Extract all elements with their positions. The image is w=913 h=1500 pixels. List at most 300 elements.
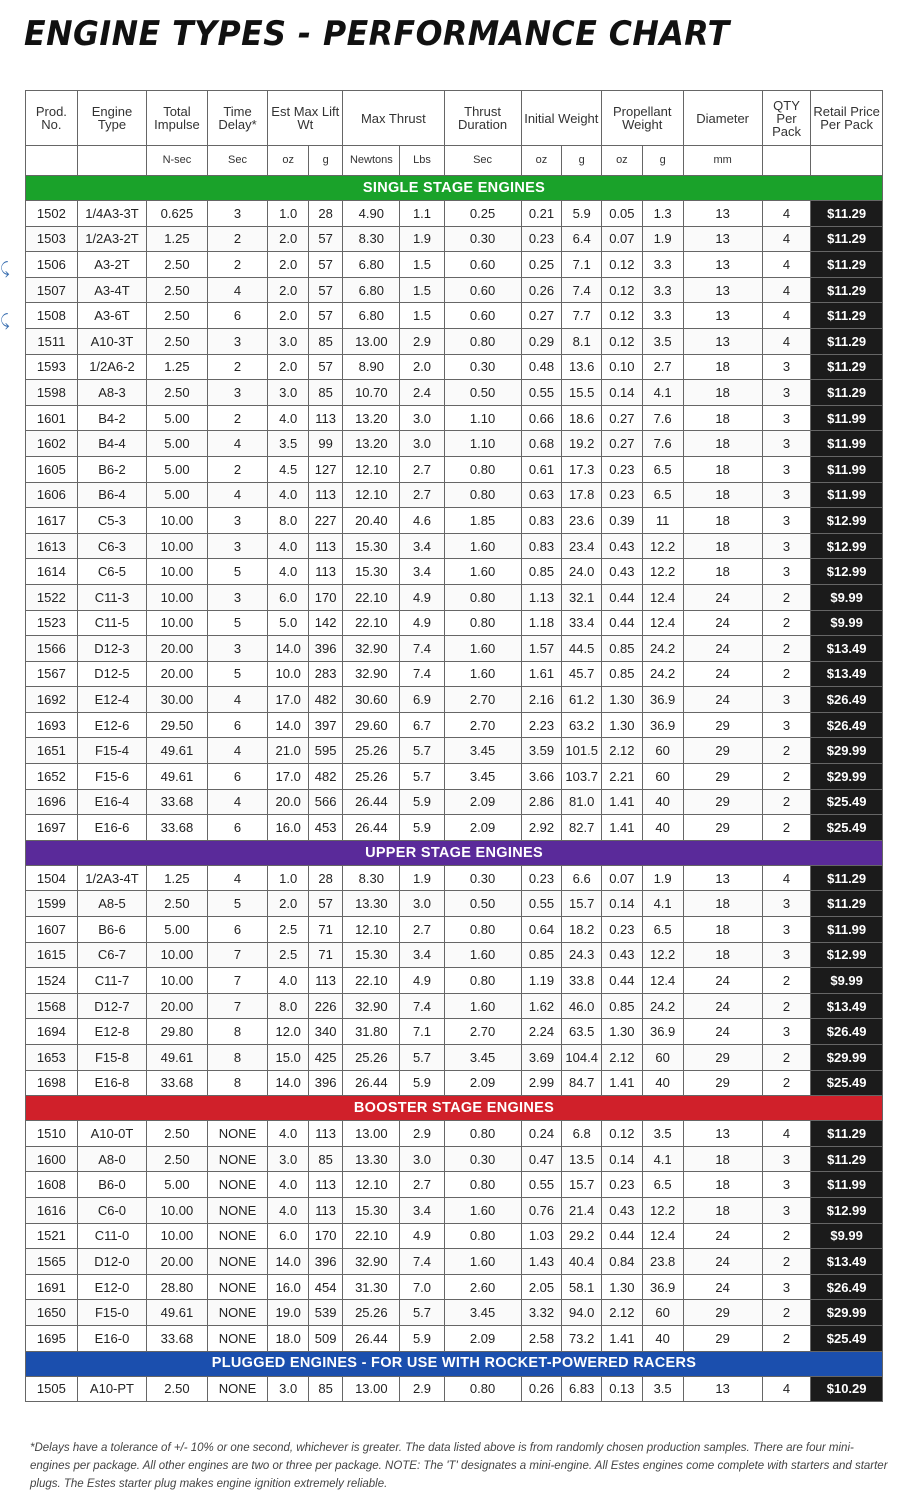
- table-cell: 1615: [26, 942, 78, 968]
- table-cell: 13.00: [343, 328, 400, 354]
- table-cell: 4: [762, 865, 810, 891]
- table-cell: NONE: [207, 1172, 268, 1198]
- table-cell: 3: [762, 431, 810, 457]
- table-cell: 6.5: [642, 456, 683, 482]
- table-cell: 1599: [26, 891, 78, 917]
- table-cell: 11: [642, 508, 683, 534]
- table-cell: 7: [207, 993, 268, 1019]
- table-cell: 1504: [26, 865, 78, 891]
- price-cell: $12.99: [811, 1197, 883, 1223]
- table-cell: 0.30: [444, 865, 521, 891]
- table-cell: 17.0: [268, 764, 309, 790]
- table-cell: 1.30: [602, 1274, 643, 1300]
- edge-arrow-icon: ⤹: [0, 261, 10, 278]
- table-cell: 3: [762, 1172, 810, 1198]
- table-row: [26, 1325, 883, 1351]
- table-cell: 6.9: [400, 687, 444, 713]
- table-cell: 18: [683, 1197, 762, 1223]
- table-cell: 0.85: [521, 942, 562, 968]
- price-cell: $11.29: [811, 380, 883, 406]
- table-row: [26, 1197, 883, 1223]
- header-diameter: Diameter: [683, 91, 762, 146]
- price-cell: $11.29: [811, 865, 883, 891]
- unit-cell: g: [642, 146, 683, 176]
- table-cell: 18.2: [562, 917, 602, 943]
- table-cell: 12.2: [642, 533, 683, 559]
- table-cell: 6.0: [268, 584, 309, 610]
- table-cell: 4.9: [400, 968, 444, 994]
- table-cell: 16.0: [268, 1274, 309, 1300]
- table-cell: 4.0: [268, 1121, 309, 1147]
- table-cell: 0.30: [444, 226, 521, 252]
- table-cell: 23.6: [562, 508, 602, 534]
- table-cell: 0.44: [602, 610, 643, 636]
- table-cell: 18: [683, 405, 762, 431]
- table-cell: 0.23: [602, 482, 643, 508]
- table-cell: 10.00: [147, 610, 208, 636]
- table-cell: 2.50: [147, 328, 208, 354]
- table-cell: 14.0: [268, 1070, 309, 1096]
- price-cell: $11.29: [811, 354, 883, 380]
- table-cell: 7.6: [642, 405, 683, 431]
- table-cell: 2.50: [147, 1376, 208, 1402]
- table-body: [26, 176, 883, 1402]
- table-cell: B6-6: [77, 917, 146, 943]
- price-cell: $11.99: [811, 456, 883, 482]
- table-cell: 12.4: [642, 584, 683, 610]
- table-cell: 4.0: [268, 559, 309, 585]
- table-cell: 3.5: [642, 1376, 683, 1402]
- table-cell: 5: [207, 661, 268, 687]
- table-cell: 170: [309, 1223, 343, 1249]
- table-cell: 29: [683, 815, 762, 841]
- price-cell: $10.29: [811, 1376, 883, 1402]
- table-cell: 2.24: [521, 1019, 562, 1045]
- table-cell: 36.9: [642, 1019, 683, 1045]
- table-cell: 22.10: [343, 1223, 400, 1249]
- table-cell: 0.07: [602, 865, 643, 891]
- table-cell: 29: [683, 738, 762, 764]
- table-cell: 24.2: [642, 636, 683, 662]
- table-cell: 1691: [26, 1274, 78, 1300]
- table-cell: 2.0: [268, 891, 309, 917]
- table-cell: 15.7: [562, 1172, 602, 1198]
- table-cell: 170: [309, 584, 343, 610]
- table-cell: 1/2A3-4T: [77, 865, 146, 891]
- price-cell: $25.49: [811, 789, 883, 815]
- table-cell: 2: [207, 226, 268, 252]
- table-cell: 4: [207, 687, 268, 713]
- table-cell: 85: [309, 1146, 343, 1172]
- unit-cell: oz: [521, 146, 562, 176]
- table-cell: 1.57: [521, 636, 562, 662]
- section-header-row: [26, 840, 883, 865]
- table-cell: NONE: [207, 1146, 268, 1172]
- table-cell: 0.80: [444, 584, 521, 610]
- table-cell: C11-5: [77, 610, 146, 636]
- table-cell: 8.0: [268, 993, 309, 1019]
- table-cell: 10.00: [147, 584, 208, 610]
- price-cell: $11.29: [811, 1146, 883, 1172]
- table-cell: 3: [762, 917, 810, 943]
- table-cell: 14.0: [268, 636, 309, 662]
- table-cell: 5.00: [147, 405, 208, 431]
- table-cell: 21.4: [562, 1197, 602, 1223]
- table-cell: 2: [762, 636, 810, 662]
- table-cell: 453: [309, 815, 343, 841]
- table-cell: 2.5: [268, 917, 309, 943]
- table-cell: 15.0: [268, 1045, 309, 1071]
- table-cell: 1614: [26, 559, 78, 585]
- table-cell: 6: [207, 712, 268, 738]
- table-cell: 5: [207, 610, 268, 636]
- table-cell: D12-3: [77, 636, 146, 662]
- table-cell: F15-4: [77, 738, 146, 764]
- table-cell: 1.9: [642, 226, 683, 252]
- table-cell: C5-3: [77, 508, 146, 534]
- table-cell: 8.90: [343, 354, 400, 380]
- table-cell: 0.60: [444, 303, 521, 329]
- table-cell: 113: [309, 1197, 343, 1223]
- table-cell: 30.60: [343, 687, 400, 713]
- table-cell: 0.23: [521, 226, 562, 252]
- table-cell: 1.60: [444, 636, 521, 662]
- table-cell: 32.1: [562, 584, 602, 610]
- table-row: [26, 1146, 883, 1172]
- table-cell: 3.4: [400, 942, 444, 968]
- table-cell: 1.61: [521, 661, 562, 687]
- table-cell: 18: [683, 891, 762, 917]
- table-cell: 2: [762, 1249, 810, 1275]
- table-cell: 2: [762, 610, 810, 636]
- table-cell: 3: [762, 559, 810, 585]
- table-cell: 24: [683, 584, 762, 610]
- table-cell: 1.25: [147, 865, 208, 891]
- table-row: [26, 891, 883, 917]
- table-cell: 113: [309, 1121, 343, 1147]
- table-cell: 1.60: [444, 661, 521, 687]
- table-cell: 2.7: [642, 354, 683, 380]
- table-cell: 1.30: [602, 712, 643, 738]
- table-cell: 26.44: [343, 1070, 400, 1096]
- price-cell: $13.49: [811, 661, 883, 687]
- table-row: [26, 764, 883, 790]
- table-cell: 0.23: [602, 917, 643, 943]
- table-cell: C11-0: [77, 1223, 146, 1249]
- table-cell: 113: [309, 482, 343, 508]
- price-cell: $12.99: [811, 559, 883, 585]
- table-cell: 2: [762, 815, 810, 841]
- table-cell: 29.80: [147, 1019, 208, 1045]
- table-cell: 1652: [26, 764, 78, 790]
- table-cell: A8-5: [77, 891, 146, 917]
- table-cell: 73.2: [562, 1325, 602, 1351]
- price-cell: $11.99: [811, 917, 883, 943]
- table-cell: 13.30: [343, 1146, 400, 1172]
- unit-cell: Newtons: [343, 146, 400, 176]
- table-cell: 13.20: [343, 405, 400, 431]
- table-row: [26, 508, 883, 534]
- table-cell: 0.85: [521, 559, 562, 585]
- price-cell: $11.29: [811, 201, 883, 227]
- price-cell: $11.99: [811, 431, 883, 457]
- price-cell: $13.49: [811, 636, 883, 662]
- table-cell: 6.8: [562, 1121, 602, 1147]
- table-cell: 29: [683, 764, 762, 790]
- table-cell: 28: [309, 201, 343, 227]
- table-cell: 49.61: [147, 1045, 208, 1071]
- table-cell: 0.83: [521, 508, 562, 534]
- table-cell: 10.00: [147, 559, 208, 585]
- table-cell: 2.58: [521, 1325, 562, 1351]
- table-cell: 2.92: [521, 815, 562, 841]
- table-cell: 340: [309, 1019, 343, 1045]
- table-cell: 5.9: [400, 1070, 444, 1096]
- table-cell: 18: [683, 559, 762, 585]
- table-cell: 2.09: [444, 815, 521, 841]
- table-cell: 25.26: [343, 764, 400, 790]
- table-cell: 15.30: [343, 1197, 400, 1223]
- table-cell: 1.85: [444, 508, 521, 534]
- table-cell: 61.2: [562, 687, 602, 713]
- table-cell: E12-6: [77, 712, 146, 738]
- table-cell: 3: [762, 508, 810, 534]
- table-cell: 4.0: [268, 968, 309, 994]
- table-cell: 1.5: [400, 303, 444, 329]
- table-cell: 2: [762, 789, 810, 815]
- table-cell: 71: [309, 942, 343, 968]
- table-cell: 26.44: [343, 1325, 400, 1351]
- table-cell: 3.4: [400, 1197, 444, 1223]
- price-cell: $11.29: [811, 252, 883, 278]
- price-cell: $11.99: [811, 405, 883, 431]
- table-cell: 2.0: [268, 354, 309, 380]
- table-cell: 17.0: [268, 687, 309, 713]
- table-cell: 1.3: [642, 201, 683, 227]
- table-cell: B6-2: [77, 456, 146, 482]
- table-cell: 2: [762, 1325, 810, 1351]
- price-cell: $26.49: [811, 1019, 883, 1045]
- table-cell: 20.0: [268, 789, 309, 815]
- table-cell: 5.00: [147, 482, 208, 508]
- table-cell: 539: [309, 1300, 343, 1326]
- table-cell: 5.00: [147, 1172, 208, 1198]
- table-cell: 1.25: [147, 226, 208, 252]
- table-row: [26, 738, 883, 764]
- table-cell: 3: [207, 533, 268, 559]
- table-cell: 17.3: [562, 456, 602, 482]
- table-cell: 22.10: [343, 584, 400, 610]
- table-cell: 17.8: [562, 482, 602, 508]
- table-cell: 2.7: [400, 482, 444, 508]
- table-cell: 0.68: [521, 431, 562, 457]
- table-cell: 1566: [26, 636, 78, 662]
- table-cell: 3: [762, 1197, 810, 1223]
- table-cell: 3.45: [444, 738, 521, 764]
- table-cell: 0.64: [521, 917, 562, 943]
- table-cell: A3-2T: [77, 252, 146, 278]
- table-row: [26, 1121, 883, 1147]
- table-cell: 0.85: [602, 993, 643, 1019]
- table-cell: 0.07: [602, 226, 643, 252]
- table-cell: 32.90: [343, 993, 400, 1019]
- table-cell: 1522: [26, 584, 78, 610]
- table-cell: 2.0: [268, 226, 309, 252]
- table-cell: 2.0: [268, 303, 309, 329]
- price-cell: $11.29: [811, 891, 883, 917]
- table-cell: NONE: [207, 1376, 268, 1402]
- table-cell: 0.80: [444, 1376, 521, 1402]
- table-row: [26, 482, 883, 508]
- table-cell: 566: [309, 789, 343, 815]
- table-cell: 10.0: [268, 661, 309, 687]
- table-cell: 18: [683, 533, 762, 559]
- table-cell: 24.2: [642, 993, 683, 1019]
- table-cell: 18: [683, 354, 762, 380]
- unit-cell: Lbs: [400, 146, 444, 176]
- table-cell: 509: [309, 1325, 343, 1351]
- table-cell: 3.66: [521, 764, 562, 790]
- table-cell: 57: [309, 354, 343, 380]
- table-cell: 0.26: [521, 1376, 562, 1402]
- table-cell: 1.25: [147, 354, 208, 380]
- table-cell: 6.4: [562, 226, 602, 252]
- table-cell: 15.5: [562, 380, 602, 406]
- unit-cell: Sec: [444, 146, 521, 176]
- table-cell: 12.4: [642, 968, 683, 994]
- table-cell: 82.7: [562, 815, 602, 841]
- table-cell: 1507: [26, 277, 78, 303]
- table-cell: 7.0: [400, 1274, 444, 1300]
- table-cell: C6-5: [77, 559, 146, 585]
- table-cell: 0.76: [521, 1197, 562, 1223]
- table-row: [26, 1070, 883, 1096]
- table-cell: 16.0: [268, 815, 309, 841]
- table-cell: 1503: [26, 226, 78, 252]
- table-cell: 8: [207, 1070, 268, 1096]
- table-row: [26, 661, 883, 687]
- table-row: [26, 1300, 883, 1326]
- table-cell: 29.60: [343, 712, 400, 738]
- table-cell: 5.9: [562, 201, 602, 227]
- price-cell: $12.99: [811, 942, 883, 968]
- header-thrust-duration: Thrust Duration: [444, 91, 521, 146]
- price-cell: $13.49: [811, 1249, 883, 1275]
- table-cell: 5.0: [268, 610, 309, 636]
- table-cell: 7.4: [562, 277, 602, 303]
- table-row: [26, 687, 883, 713]
- table-cell: 85: [309, 328, 343, 354]
- table-cell: 7.7: [562, 303, 602, 329]
- table-cell: 0.27: [521, 303, 562, 329]
- price-cell: $25.49: [811, 1325, 883, 1351]
- table-cell: 113: [309, 533, 343, 559]
- table-cell: 1698: [26, 1070, 78, 1096]
- table-cell: 0.85: [602, 636, 643, 662]
- table-cell: 18: [683, 1172, 762, 1198]
- table-cell: 46.0: [562, 993, 602, 1019]
- table-cell: 4.0: [268, 482, 309, 508]
- table-cell: 13.30: [343, 891, 400, 917]
- table-cell: E12-4: [77, 687, 146, 713]
- price-cell: $29.99: [811, 1300, 883, 1326]
- engine-table: [25, 90, 883, 1402]
- price-cell: $29.99: [811, 764, 883, 790]
- table-cell: 227: [309, 508, 343, 534]
- table-cell: 24: [683, 1223, 762, 1249]
- table-cell: 3: [762, 405, 810, 431]
- table-row: [26, 917, 883, 943]
- table-row: [26, 584, 883, 610]
- table-cell: NONE: [207, 1325, 268, 1351]
- table-cell: 4.90: [343, 201, 400, 227]
- table-cell: 3: [207, 201, 268, 227]
- table-cell: 1.5: [400, 277, 444, 303]
- table-cell: 2.7: [400, 917, 444, 943]
- table-cell: 3: [762, 482, 810, 508]
- table-cell: B4-4: [77, 431, 146, 457]
- table-cell: 13.00: [343, 1121, 400, 1147]
- table-cell: 29.50: [147, 712, 208, 738]
- table-cell: 36.9: [642, 687, 683, 713]
- table-cell: 2: [207, 354, 268, 380]
- table-cell: 0.63: [521, 482, 562, 508]
- table-cell: 3.0: [268, 380, 309, 406]
- table-cell: 6.5: [642, 917, 683, 943]
- table-cell: 1696: [26, 789, 78, 815]
- table-cell: 36.9: [642, 712, 683, 738]
- table-cell: 1505: [26, 1376, 78, 1402]
- table-cell: 0.25: [521, 252, 562, 278]
- table-cell: 4: [207, 482, 268, 508]
- table-row: [26, 712, 883, 738]
- table-cell: 0.50: [444, 380, 521, 406]
- table-cell: 49.61: [147, 764, 208, 790]
- table-cell: 33.68: [147, 1325, 208, 1351]
- table-cell: 2.23: [521, 712, 562, 738]
- table-cell: 20.00: [147, 636, 208, 662]
- units-row: [26, 146, 883, 176]
- table-cell: 4.5: [268, 456, 309, 482]
- table-cell: 5: [207, 891, 268, 917]
- table-cell: 3.3: [642, 303, 683, 329]
- table-cell: 0.80: [444, 328, 521, 354]
- table-cell: 0.625: [147, 201, 208, 227]
- table-cell: 5.00: [147, 456, 208, 482]
- table-cell: 0.10: [602, 354, 643, 380]
- table-cell: 18: [683, 380, 762, 406]
- unit-cell: [77, 146, 146, 176]
- table-cell: 57: [309, 226, 343, 252]
- section-header-row: [26, 176, 883, 201]
- table-cell: 22.10: [343, 968, 400, 994]
- table-cell: 1653: [26, 1045, 78, 1071]
- table-cell: 12.0: [268, 1019, 309, 1045]
- table-cell: 1651: [26, 738, 78, 764]
- table-cell: 1598: [26, 380, 78, 406]
- table-cell: 1602: [26, 431, 78, 457]
- table-cell: NONE: [207, 1121, 268, 1147]
- table-cell: 5.00: [147, 917, 208, 943]
- table-cell: 10.00: [147, 942, 208, 968]
- table-cell: 6: [207, 917, 268, 943]
- table-cell: 33.8: [562, 968, 602, 994]
- table-cell: 32.90: [343, 636, 400, 662]
- table-cell: 4: [207, 738, 268, 764]
- table-cell: 4.0: [268, 1172, 309, 1198]
- table-cell: 1508: [26, 303, 78, 329]
- table-cell: 3: [207, 508, 268, 534]
